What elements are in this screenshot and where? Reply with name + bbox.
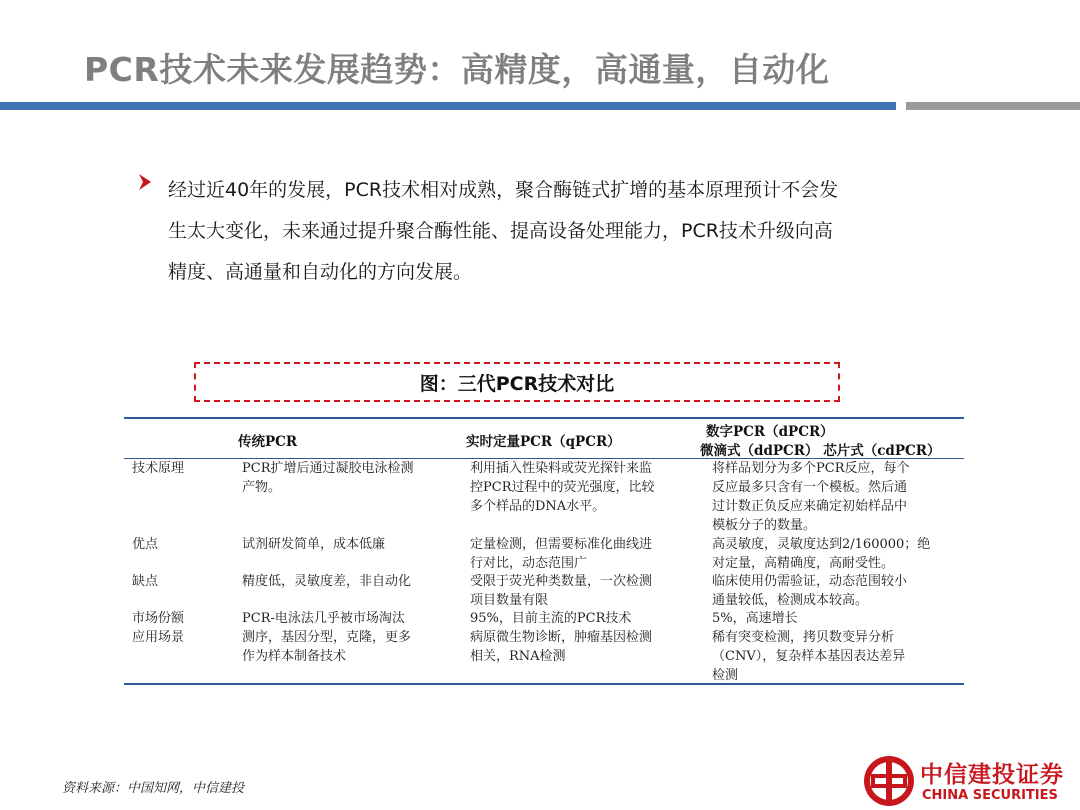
cell-market-traditional <box>242 609 457 628</box>
cell-line: 控PCR过程中的荧光强度，比较 <box>470 480 655 495</box>
cell-advantages-dpcr <box>712 535 964 573</box>
bullet-line-1: 经过近40年的发展，PCR技术相对成熟，聚合酶链式扩增的基本原理预计不会发 <box>168 179 839 201</box>
cell-line: 作为样本制备技术 <box>242 649 347 664</box>
row-label-applications: 应用场景 <box>132 630 185 645</box>
logo-english-name: CHINA SECURITIES <box>922 788 1058 803</box>
cell-line: 过计数正负反应来确定初始样品中 <box>712 499 908 514</box>
cell-line: PCR-电泳法几乎被市场淘汰 <box>242 611 405 626</box>
header-dpcr-subtypes: 微滴式（ddPCR） 芯片式（cdPCR） <box>700 443 941 459</box>
bullet-line-2: 生太大变化，未来通过提升聚合酶性能、提高设备处理能力，PCR技术升级向高 <box>168 220 833 242</box>
cell-line: 产物。 <box>242 480 282 495</box>
cell-applications-traditional <box>242 628 457 666</box>
source-note: 资料来源：中国知网，中信建投 <box>62 781 245 796</box>
cell-disadvantages-traditional <box>242 572 457 591</box>
cell-line: 模板分子的数量。 <box>712 518 817 533</box>
row-label-advantages: 优点 <box>132 537 159 552</box>
title-underline-blue <box>0 102 896 110</box>
citic-logo-icon <box>862 754 916 808</box>
cell-market-dpcr <box>712 609 964 628</box>
cell-line: 定量检测，但需要标准化曲线进 <box>470 537 653 552</box>
cell-line: （CNV），复杂样本基因表达差异 <box>712 649 906 664</box>
brand-logo <box>862 754 1080 810</box>
cell-advantages-qpcr <box>470 535 702 573</box>
cell-line: 对定量，高精确度，高耐受性。 <box>712 556 895 571</box>
cell-advantages-traditional <box>242 535 457 554</box>
cell-line: 反应最多只含有一个模板。然后通 <box>712 480 908 495</box>
header-dpcr: 数字PCR（dPCR） <box>706 424 834 440</box>
cell-line: 检测 <box>712 668 739 683</box>
cell-line: 行对比，动态范围广 <box>470 556 588 571</box>
bullet-line-3: 精度、高通量和自动化的方向发展。 <box>168 261 473 283</box>
cell-principle-traditional <box>242 459 457 497</box>
bullet-paragraph <box>138 170 918 293</box>
cell-line: 病原微生物诊断，肿瘤基因检测 <box>470 630 653 645</box>
cell-line: 将样品划分为多个PCR反应，每个 <box>712 461 910 476</box>
cell-disadvantages-qpcr <box>470 572 702 610</box>
figure-title-box <box>194 362 840 402</box>
cell-line: 相关，RNA检测 <box>470 649 566 664</box>
cell-line: 高灵敏度，灵敏度达到2/160000；绝 <box>712 537 931 552</box>
cell-line: 精度低，灵敏度差，非自动化 <box>242 574 412 589</box>
cell-principle-dpcr <box>712 459 964 535</box>
cell-disadvantages-dpcr <box>712 572 964 610</box>
row-label-market: 市场份额 <box>132 611 185 626</box>
logo-chinese-name: 中信建投证券 <box>920 762 1064 788</box>
cell-market-qpcr <box>470 609 702 628</box>
cell-line: 利用插入性染料或荧光探针来监 <box>470 461 653 476</box>
cell-line: 试剂研发简单，成本低廉 <box>242 537 386 552</box>
cell-line: 测序，基因分型，克隆，更多 <box>242 630 412 645</box>
bullet-text <box>168 170 918 293</box>
figure-title: 图：三代PCR技术对比 <box>419 372 615 395</box>
cell-line: PCR扩增后通过凝胶电泳检测 <box>242 461 414 476</box>
header-traditional-pcr: 传统PCR <box>238 434 298 450</box>
table-top-rule <box>124 417 964 419</box>
row-label-disadvantages: 缺点 <box>132 574 159 589</box>
page-title: PCR技术未来发展趋势：高精度，高通量，自动化 <box>84 50 830 89</box>
cell-line: 5%，高速增长 <box>712 611 798 626</box>
title-underline-gray <box>906 102 1080 110</box>
cell-line: 多个样品的DNA水平。 <box>470 499 606 514</box>
cell-line: 临床使用仍需验证，动态范围较小 <box>712 574 908 589</box>
cell-applications-qpcr <box>470 628 702 666</box>
cell-principle-qpcr <box>470 459 702 516</box>
cell-applications-dpcr <box>712 628 964 685</box>
cell-line: 受限于荧光种类数量，一次检测 <box>470 574 653 589</box>
cell-line: 项目数量有限 <box>470 593 549 608</box>
cell-line: 95%，目前主流的PCR技术 <box>470 611 632 626</box>
cell-line: 通量较低，检测成本较高。 <box>712 593 869 608</box>
row-label-principle: 技术原理 <box>132 461 185 476</box>
arrow-bullet-icon <box>138 173 152 191</box>
header-qpcr: 实时定量PCR（qPCR） <box>466 434 621 450</box>
cell-line: 稀有突变检测，拷贝数变异分析 <box>712 630 895 645</box>
